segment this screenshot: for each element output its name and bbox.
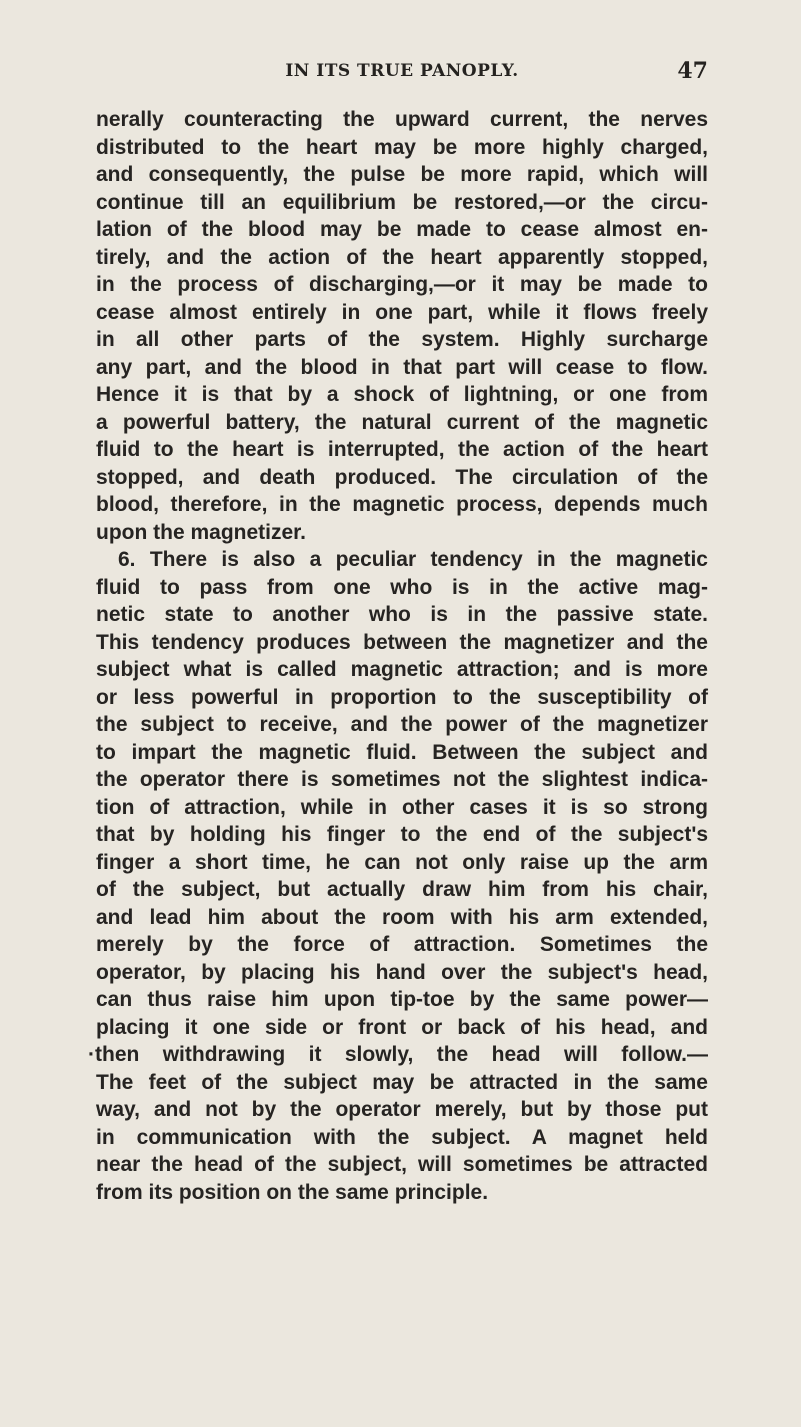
- running-head: [96, 58, 708, 84]
- text-line: cease almost entirely in one part, while it flows freely: [96, 300, 708, 324]
- text-line: in communication with the subject. A magnet held: [96, 1125, 708, 1149]
- text-line: the subject to receive, and the power of the magnetizer: [96, 713, 708, 736]
- text-line: distributed to the heart may be more highly charged,: [96, 135, 708, 159]
- text-line: and lead him about the room with his arm extended,: [96, 905, 708, 929]
- text-line: and consequently, the pulse be more rapid, which will: [96, 163, 708, 186]
- text-line: ·then withdrawing it slowly, the head will follow.—: [88, 1043, 708, 1066]
- text-line: can thus raise him upon tip-toe by the same power—: [96, 988, 708, 1011]
- text-line: in all other parts of the system. Highly surcharge: [96, 328, 708, 351]
- text-line: finger a short time, he can not only raise up the arm: [96, 850, 708, 874]
- text-line: merely by the force of attraction. Sometimes the: [96, 933, 708, 956]
- text-line: that by holding his finger to the end of the subject's: [96, 823, 708, 846]
- running-title: IN ITS TRUE PANOPLY.: [285, 61, 519, 81]
- text-line: a powerful battery, the natural current of the magnetic: [96, 410, 708, 434]
- text-line: to impart the magnetic fluid. Between the subject and: [96, 740, 708, 764]
- text-line: of the subject, but actually draw him from his chair,: [96, 878, 708, 901]
- text-line: way, and not by the operator merely, but by those put: [96, 1098, 708, 1121]
- text-line: nerally counteracting the upward current, the nerves: [96, 108, 708, 131]
- text-line: operator, by placing his hand over the subject's head,: [96, 960, 708, 984]
- text-line: from its position on the same principle.: [96, 1180, 489, 1204]
- text-line: tion of attraction, while in other cases it is so strong: [96, 795, 708, 819]
- text-line: the operator there is sometimes not the slightest indica-: [96, 768, 708, 791]
- text-line: in the process of discharging,—or it may be made to: [96, 273, 708, 296]
- text-line: or less powerful in proportion to the susceptibility of: [96, 685, 708, 709]
- text-line: Hence it is that by a shock of lightning, or one from: [96, 383, 708, 406]
- text-line: netic state to another who is in the passive state.: [96, 603, 708, 626]
- text-line: stopped, and death produced. The circulation of the: [96, 465, 708, 489]
- text-line: lation of the blood may be made to cease almost en-: [96, 218, 708, 241]
- page-number: 47: [677, 58, 708, 84]
- text-line: This tendency produces between the magnetizer and the: [96, 630, 708, 654]
- text-line: any part, and the blood in that part will cease to flow.: [96, 355, 708, 379]
- text-line: blood, therefore, in the magnetic process, depends much: [96, 493, 708, 516]
- text-line: fluid to the heart is interrupted, the action of the heart: [96, 438, 708, 461]
- text-line: placing it one side or front or back of his head, and: [96, 1015, 708, 1039]
- text-line: The feet of the subject may be attracted in the same: [96, 1070, 708, 1094]
- text-line: upon the magnetizer.: [96, 520, 307, 544]
- text-line: 6. There is also a peculiar tendency in the magnetic: [118, 548, 708, 571]
- text-line: fluid to pass from one who is in the active mag-: [96, 575, 708, 599]
- text-line: tirely, and the action of the heart apparently stopped,: [96, 245, 708, 269]
- body-text: [88, 106, 708, 1206]
- text-line: subject what is called magnetic attraction; and is more: [96, 658, 708, 681]
- text-line: near the head of the subject, will sometimes be attracted: [96, 1153, 708, 1176]
- text-line: continue till an equilibrium be restored,—or the circu-: [96, 190, 708, 214]
